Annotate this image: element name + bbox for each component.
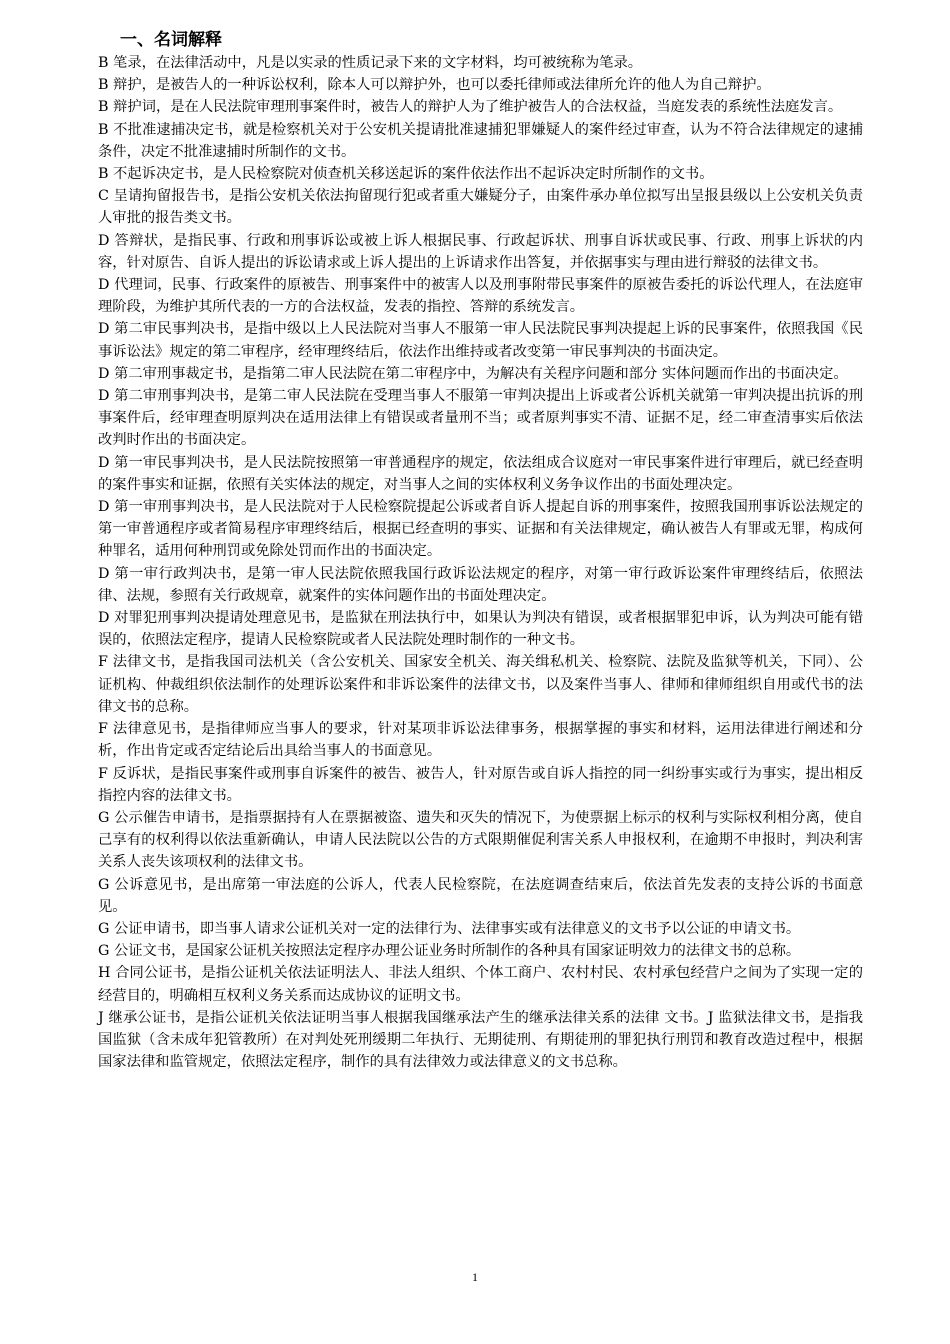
term-entry: B 辩护词，是在人民法院审理刑事案件时，被告人的辩护人为了维护被告人的合法权益，当庭发表的系统性法庭发言。 [98, 99, 843, 116]
term-entry: D 代理词，民事、行政案件的原被告、刑事案件中的被害人以及刑事附带民事案件的原被告委托的诉讼代理人，在法庭审理阶段，为维护其所代表的一方的合法权益，发表的指控、答辩的系统发言。 [98, 277, 863, 316]
term-entry: D 答辩状，是指民事、行政和刑事诉讼或被上诉人根据民事、行政起诉状、刑事自诉状或民事、行政、刑事上诉状的内容，针对原告、自诉人提出的诉讼请求或上诉人提出的上诉请求作出答复，并依据事实与理由进行辩驳的法律文书。 [98, 232, 863, 271]
term-entry: D 第一审刑事判决书，是人民法院对于人民检察院提起公诉或者自诉人提起自诉的刑事案件，按照我国刑事诉讼法规定的第一审普通程序或者简易程序审理终结后，根据已经查明的事实、证据和有关法律规定，确认被告人有罪或无罪，构成何种罪名，适用何种刑罚或免除处罚而作出的书面决定。 [98, 499, 863, 560]
term-entry: F 法律文书，是指我国司法机关（含公安机关、国家安全机关、海关缉私机关、检察院、法院及监狱等机关，下同）、公证机构、仲裁组织依法制作的处理诉讼案件和非诉讼案件的法律文书，以及案件当事人、律师和律师组织自用或代书的法律文书的总称。 [98, 654, 863, 715]
section-heading: 一、名词解释 [120, 30, 222, 50]
term-entry: C 呈请拘留报告书，是指公安机关依法拘留现行犯或者重大嫌疑分子，由案件承办单位拟写出呈报县级以上公安机关负责人审批的报告类文书。 [98, 188, 863, 227]
term-entry: B 笔录，在法律活动中，凡是以实录的性质记录下来的文字材料，均可被统称为笔录。 [98, 55, 643, 71]
term-entry: D 第一审行政判决书，是第一审人民法院依照我国行政诉讼法规定的程序，对第一审行政诉讼案件审理终结后，依照法律、法规，参照有关行政规章，就案件的实体问题作出的书面处理决定。 [98, 565, 863, 604]
term-entry: D 第二审刑事判决书，是第二审人民法院在受理当事人不服第一审判决提出上诉或者公诉机关就第一审判决提出抗诉的刑事案件后，经审理查明原判决在适用法律上有错误或者量刑不当；或者原判事实不清、证据不足，经二审查清事实后依法改判时作出的书面决定。 [98, 388, 863, 449]
term-entry: F 反诉状，是指民事案件或刑事自诉案件的被告、被告人，针对原告或自诉人指控的同一纠纷事实或行为事实，提出相反指控内容的法律文书。 [98, 765, 863, 804]
term-entry: G 公证申请书，即当事人请求公证机关对一定的法律行为、法律事实或有法律意义的文书予以公证的申请文书。 [98, 920, 801, 937]
term-entry: G 公示催告申请书，是指票据持有人在票据被盗、遗失和灭失的情况下，为使票据上标示的权利与实际权利相分离，使自己享有的权利得以依法重新确认，申请人民法院以公告的方式限期催促利害关系人申报权利，在逾期不申报时，判决利害关系人丧失该项权利的法律文书。 [98, 809, 863, 871]
term-entry: G 公证文书，是国家公证机关按照法定程序办理公证业务时所制作的各种具有国家证明效力的法律文书的总称。 [98, 943, 801, 960]
term-list [98, 52, 863, 1073]
term-entry: G 公诉意见书，是出席第一审法庭的公诉人，代表人民检察院，在法庭调查结束后，依法首先发表的支持公诉的书面意见。 [98, 876, 863, 915]
term-entry: B 不批准逮捕决定书，就是检察机关对于公安机关提请批准逮捕犯罪嫌疑人的案件经过审查，认为不符合法律规定的逮捕条件，决定不批准逮捕时所制作的文书。 [98, 121, 863, 160]
term-entry: B 不起诉决定书，是人民检察院对侦查机关移送起诉的案件依法作出不起诉决定时所制作的文书。 [98, 166, 714, 183]
term-entry: H 合同公证书，是指公证机关依法证明法人、非法人组织、个体工商户、农村村民、农村承包经营户之间为了实现一定的经营目的，明确相互权利义务关系而达成协议的证明文书。 [98, 965, 863, 1004]
term-entry: D 第二审民事判决书，是指中级以上人民法院对当事人不服第一审人民法院民事判决提起上诉的民事案件，依照我国《民事诉讼法》规定的第二审程序，经审理终结后，依法作出维持或者改变第一审民事判决的书面决定。 [98, 321, 863, 360]
term-entry: J 继承公证书，是指公证机关依法证明当事人根据我国继承法产生的继承法律关系的法律 文书。J 监狱法律文书，是指我国监狱（含未成年犯管教所）在对判处死刑缓期二年执行、无期徒刑、有期徒刑的罪犯执行刑罚和教育改造过程中，根据国家法律和监管规定，依照法定程序，制作的具有法律效力或法律意义的文书总称。 [98, 1009, 863, 1071]
term-entry: D 对罪犯刑事判决提请处理意见书，是监狱在刑法执行中，如果认为判决有错误，或者根据罪犯申诉，认为判决可能有错误的，依照法定程序，提请人民检察院或者人民法院处理时制作的一种文书。 [98, 610, 863, 649]
document-page [98, 28, 863, 1073]
term-entry: F 法律意见书，是指律师应当事人的要求，针对某项非诉讼法律事务，根据掌握的事实和材料，运用法律进行阐述和分析，作出肯定或否定结论后出具给当事人的书面意见。 [98, 721, 863, 760]
page-number: 1 [472, 1270, 478, 1284]
term-entry: D 第二审刑事裁定书，是指第二审人民法院在第二审程序中，为解决有关程序问题和部分 实体问题而作出的书面决定。 [98, 365, 848, 382]
term-entry: D 第一审民事判决书，是人民法院按照第一审普通程序的规定，依法组成合议庭对一审民事案件进行审理后，就已经查明的案件事实和证据，依照有关实体法的规定，对当事人之间的实体权利义务争议作出的书面处理决定。 [98, 454, 863, 493]
term-entry: B 辩护，是被告人的一种诉讼权利，除本人可以辩护外，也可以委托律师或法律所允许的他人为自己辩护。 [98, 77, 771, 94]
